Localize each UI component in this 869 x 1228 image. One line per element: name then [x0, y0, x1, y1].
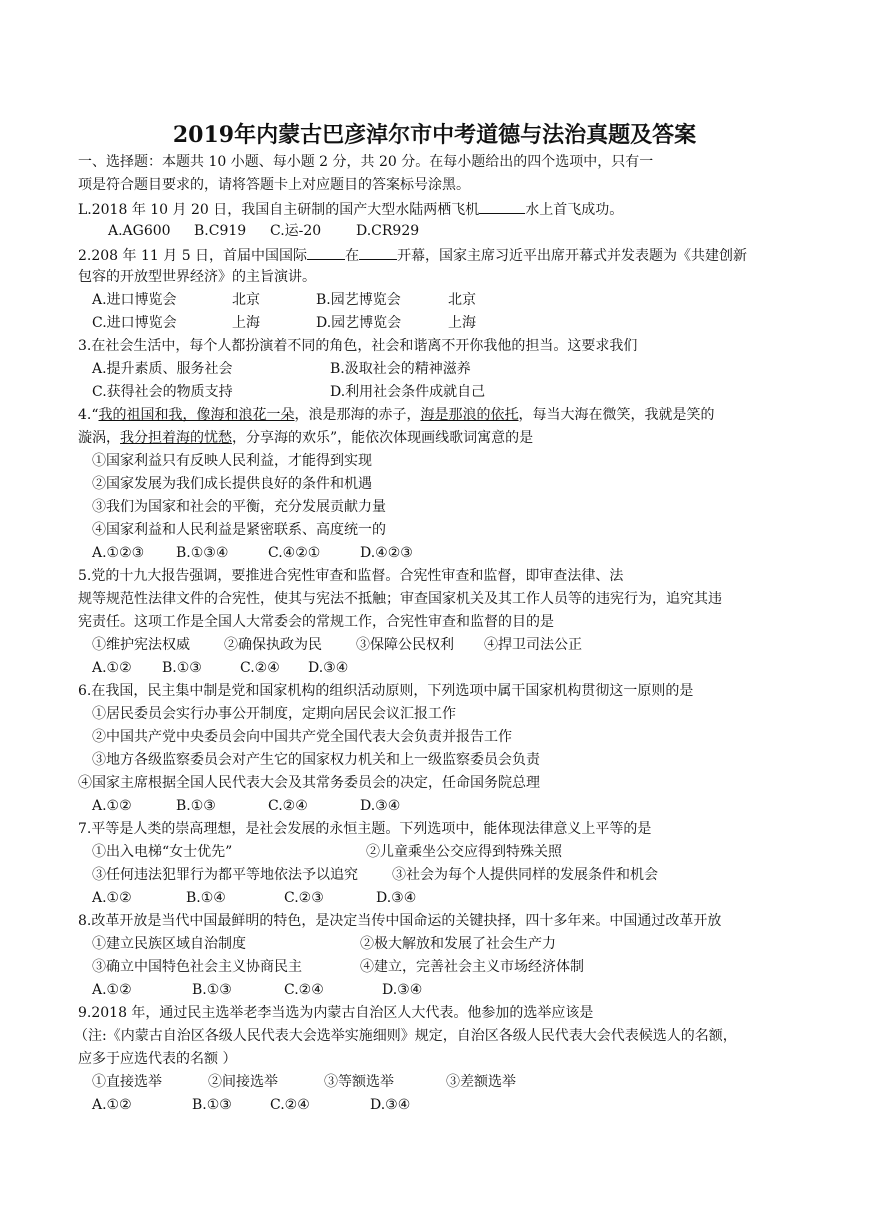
q7-item-2: ②儿童乘坐公交应得到特殊关照: [366, 844, 562, 860]
q1-stem-a: L.2018 年 10 月 20 日，我国自主研制的国产大型水陆两栖飞机: [78, 202, 480, 218]
q1-option-a: A.AG600: [108, 223, 171, 239]
page-title: 2019年内蒙古巴彦淖尔市中考道德与法治真题及答案: [172, 122, 697, 148]
question-4-stem: [78, 406, 715, 424]
answer-blank: [307, 245, 345, 260]
question-1-stem: [78, 199, 623, 219]
answer-blank: [359, 245, 397, 260]
question-9-note-line-2: 应多于应选代表的名额 ）: [78, 1051, 237, 1067]
q2-option-b-place: 北京: [448, 292, 476, 308]
q7-option-c: C.②③: [284, 890, 324, 906]
q4-text: ，分享海的欢乐”，能依次体现画线歌词寓意的是: [232, 430, 534, 446]
q4-underlined-lyric-3: 我分担着海的忧愁: [120, 430, 232, 446]
q2-stem-c: 开幕，国家主席习近平出席开幕式并发表题为《共建创新: [397, 248, 748, 264]
question-9-stem: 9.2018 年，通过民主选举老李当选为内蒙古自治区人大代表。他参加的选举应该是: [78, 1005, 594, 1021]
instructions-line-2: 项是符合题目要求的，请将答题卡上对应题目的答案标号涂黑。: [78, 177, 470, 193]
q3-option-d: D.利用社会条件成就自己: [330, 384, 486, 400]
q1-option-d: D.CR929: [356, 223, 420, 239]
q1-option-b: B.C919: [194, 223, 247, 239]
q4-text: ，浪是那海的赤子，: [294, 407, 421, 423]
q2-option-d-place: 上海: [448, 315, 476, 331]
q6-item-2: ②中国共产党中央委员会向中国共产党全国代表大会负责并报告工作: [92, 729, 512, 745]
question-8-stem: 8.改革开放是当代中国最鲜明的特色，是决定当传中国命运的关键抉择，四十多年来。中国通过改革开放: [78, 913, 722, 929]
q9-item-3: ③等额选举: [324, 1074, 394, 1090]
q7-item-3: ③任何违法犯罪行为都平等地依法予以追究: [92, 867, 358, 883]
q5-item-4: ④捍卫司法公正: [484, 637, 582, 653]
q6-option-a: A.①②: [92, 798, 132, 814]
q9-item-2: ②间接选举: [208, 1074, 278, 1090]
q6-item-3: ③地方各级监察委员会对产生它的国家权力机关和上一级监察委员会负责: [92, 752, 540, 768]
question-7-stem: 7.平等是人类的崇高理想，是社会发展的永恒主题。下列选项中，能体现法律意义上平等的是: [78, 821, 652, 837]
q4-item-2: ②国家发展为我们成长提供良好的条件和机遇: [92, 476, 372, 492]
q7-item-1: ①出入电梯“女士优先”: [92, 844, 233, 860]
q6-option-c: C.②④: [268, 798, 308, 814]
q3-option-c: C.获得社会的物质支持: [92, 384, 233, 400]
q8-option-b: B.①③: [192, 982, 232, 998]
q4-item-3: ③我们为国家和社会的平衡，充分发展贡献力量: [92, 499, 386, 515]
q5-item-3: ③保障公民权利: [356, 637, 454, 653]
q9-item-4: ③差额选举: [446, 1074, 516, 1090]
q4-underlined-lyric-2: 海是那浪的依托: [420, 407, 519, 423]
q9-option-b: B.①③: [192, 1097, 232, 1113]
q1-option-c: C.运-20: [270, 223, 322, 239]
q3-option-b: B.汲取社会的精神滋养: [330, 361, 471, 377]
q2-option-c: C.进口博览会: [92, 315, 177, 331]
q4-option-c: C.④②①: [268, 545, 321, 561]
q5-item-1: ①维护宪法权威: [92, 637, 190, 653]
question-4-stem-line-2: [78, 429, 533, 447]
q9-option-d: D.③④: [370, 1097, 411, 1113]
q4-text: 漩涡，: [78, 430, 120, 446]
q4-text: ，每当大海在微笑，我就是笑的: [518, 407, 715, 423]
instructions-line-1: 一、选择题：本题共 10 小题、每小题 2 分，共 20 分。在每小题给出的四个选项中，只有一: [78, 154, 654, 170]
q6-item-1: ①居民委员会实行办事公开制度，定期向居民会议汇报工作: [92, 706, 456, 722]
q2-stem-a: 2.208 年 11 月 5 日，首届中国国际: [78, 248, 308, 264]
q8-item-3: ③确立中国特色社会主义协商民主: [92, 959, 302, 975]
q9-option-c: C.②④: [270, 1097, 310, 1113]
q9-option-a: A.①②: [92, 1097, 132, 1113]
q4-underlined-lyric-1: 我的祖国和我，像海和浪花一朵: [98, 407, 295, 423]
question-5-stem-line-3: 宪责任。这项工作是全国人大常委会的常规工作，合宪性审查和监督的目的是: [78, 614, 554, 630]
q8-option-c: C.②④: [284, 982, 324, 998]
q2-option-d: D.园艺博览会: [316, 315, 402, 331]
q2-option-c-place: 上海: [232, 315, 260, 331]
question-3-stem: 3.在社会生活中，每个人都扮演着不同的角色，社会和谐离不开你我他的担当。这要求我们: [78, 338, 638, 354]
q9-item-1: ①直接选举: [92, 1074, 162, 1090]
q5-item-2: ②确保执政为民: [224, 637, 322, 653]
q6-option-d: D.③④: [360, 798, 401, 814]
q4-option-d: D.④②③: [360, 545, 413, 561]
q2-stem-b: 在: [345, 248, 360, 264]
question-2-stem: [78, 245, 747, 265]
q3-option-a: A.提升素质、服务社会: [92, 361, 233, 377]
q8-item-1: ①建立民族区域自治制度: [92, 936, 246, 952]
q5-option-c: C.②④: [240, 660, 280, 676]
q6-option-b: B.①③: [176, 798, 216, 814]
q2-option-a-place: 北京: [232, 292, 260, 308]
q4-item-1: ①国家利益只有反映人民利益，才能得到实现: [92, 453, 372, 469]
q5-option-d: D.③④: [308, 660, 349, 676]
q6-item-4: ④国家主席根据全国人民代表大会及其常务委员会的决定，任命国务院总理: [78, 775, 540, 791]
q1-stem-b: 水上首飞成功。: [525, 202, 624, 218]
q7-option-d: D.③④: [376, 890, 417, 906]
question-9-note-line-1: （注:《内蒙古自治区各级人民代表大会选举实施细则》规定，自治区各级人民代表大会代表候选人的名额，: [74, 1028, 737, 1044]
q4-text: 4.“: [78, 407, 99, 423]
question-2-stem-line-2: 包容的开放型世界经济》的主旨演讲。: [78, 269, 316, 285]
q4-item-4: ④国家利益和人民利益是紧密联系、高度统一的: [92, 522, 386, 538]
q4-option-a: A.①②③: [92, 545, 145, 561]
q8-option-d: D.③④: [382, 982, 423, 998]
q2-option-b: B.园艺博览会: [316, 292, 401, 308]
question-6-stem: 6.在我国，民主集中制是党和国家机构的组织活动原则，下列选项中属干国家机构贯彻这一原则的是: [78, 683, 694, 699]
q8-option-a: A.①②: [92, 982, 132, 998]
q2-option-a: A.进口博览会: [92, 292, 177, 308]
q8-item-4: ④建立，完善社会主义市场经济体制: [360, 959, 584, 975]
q7-option-b: B.①④: [186, 890, 226, 906]
q8-item-2: ②极大解放和发展了社会生产力: [360, 936, 556, 952]
q4-option-b: B.①③④: [176, 545, 229, 561]
question-5-stem-line-2: 规等规范性法律文件的合宪性，使其与宪法不抵触；审查国家机关及其工作人员等的违宪行为，追究其违: [78, 591, 722, 607]
q5-option-b: B.①③: [162, 660, 202, 676]
q7-item-4: ③社会为每个人提供同样的发展条件和机会: [392, 867, 658, 883]
answer-blank: [479, 199, 525, 214]
question-5-stem-line-1: 5.党的十九大报告强调，要推进合宪性审查和监督。合宪性审查和监督，即审查法律、法: [78, 568, 624, 584]
q7-option-a: A.①②: [92, 890, 132, 906]
q5-option-a: A.①②: [92, 660, 132, 676]
